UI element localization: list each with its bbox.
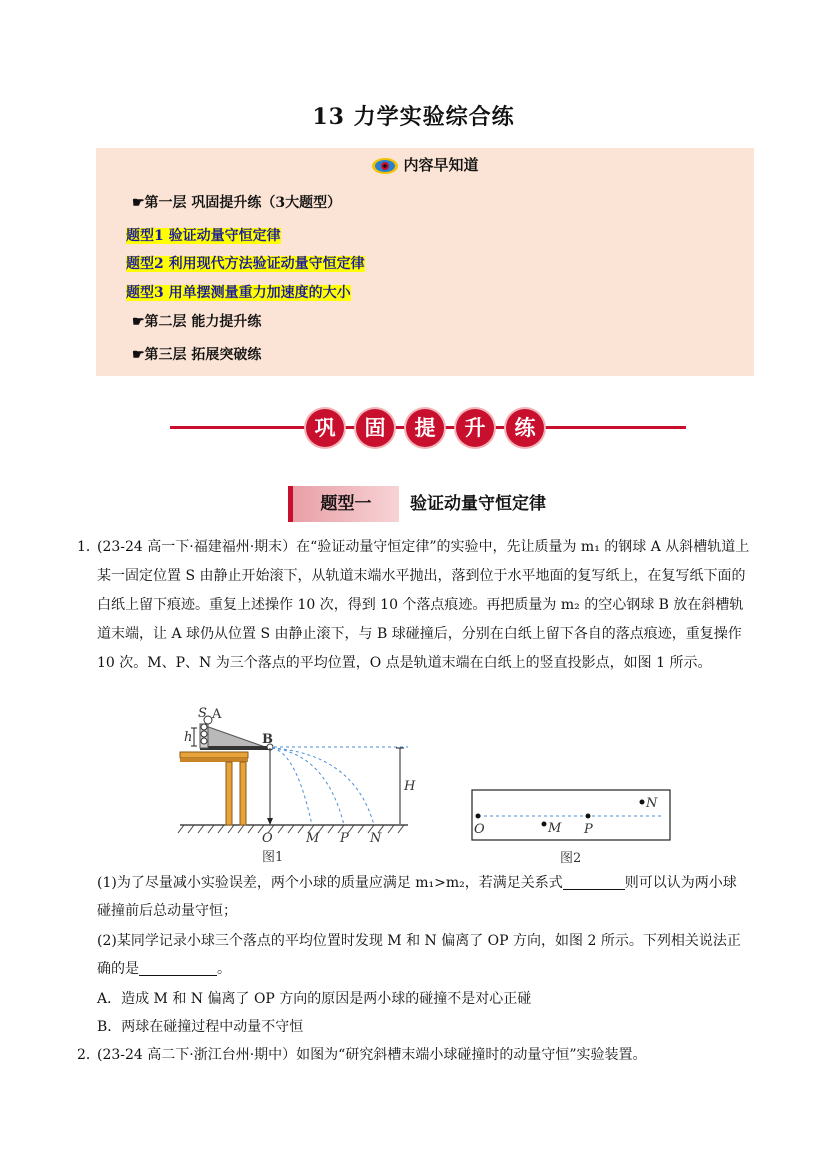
question-2 [77, 1041, 757, 1070]
banner-char-2: 固 [356, 409, 394, 447]
fig2-label-o: O [474, 822, 485, 837]
question-1-number: 1． [77, 539, 100, 555]
page-title: 13 力学实验综合练 [312, 104, 515, 130]
question-2-number: 2． [77, 1047, 100, 1063]
toc-layer1[interactable]: ☛第一层 巩固提升练（3大题型） [132, 195, 342, 211]
banner-char-4: 升 [456, 409, 494, 447]
answer-blank-2[interactable] [139, 959, 217, 976]
fig1-label-m: M [306, 831, 320, 846]
answer-blank-1[interactable] [563, 873, 625, 890]
fig1-label-s: S [198, 706, 207, 721]
toc-type-2[interactable]: 题型2 利用现代方法验证动量守恒定律 [126, 256, 365, 272]
toc-heading [96, 154, 754, 175]
question-1 [77, 533, 757, 678]
fig1-label-h-big: H [404, 779, 416, 794]
question-1-text: (23-24 高一下·福建福州·期末）在“验证动量守恒定律”的实验中，先让质量为 m₁ 的钢球 A 从斜槽轨道上某一固定位置 S 由静止开始滚下，从轨道末端水平抛出，落到位于水平地面的复写纸上，在复写纸下面的白纸上留下痕迹。重复上述操作 10 次，得到 10 个落点痕迹。再把质量为 m₂ 的空心钢球 B 放在斜槽轨道末端，让 A 球仍从位置 S 由静止滚下，与 B 球碰撞后，分别在白纸上留下各自的落点痕迹，重复操作 10 次。M、P、N 为三个落点的平均位置，O 点是轨道末端在白纸上的竖直投影点，如图 1 所示。 [97, 539, 750, 671]
section-tag: 题型一 [288, 486, 399, 522]
figure-2 [468, 788, 674, 866]
fig1-label-n: N [370, 831, 382, 846]
fig1-label-p: P [340, 831, 349, 846]
toc-type-1[interactable]: 题型1 验证动量守恒定律 [126, 228, 281, 244]
q1-option-a[interactable]: A．造成 M 和 N 偏离了 OP 方向的原因是两小球的碰撞不是对心正碰 [97, 991, 532, 1007]
toc-box [96, 148, 754, 376]
fig1-caption: 图1 [262, 850, 284, 865]
q1-sub2-line2: 确的是 。 [97, 961, 231, 977]
figure-1 [176, 702, 416, 870]
toc-heading-text: 内容早知道 [403, 156, 479, 174]
section-name: 验证动量守恒定律 [410, 494, 546, 514]
fig1-label-a: A [212, 707, 222, 722]
q1-sub1-line1: (1)为了尽量减小实验误差，两个小球的质量应满足 m₁>m₂，若满足关系式 则可以认为两小球 [97, 875, 737, 891]
fig1-label-h: h [184, 730, 193, 745]
fig2-label-m: M [548, 821, 562, 836]
fig1-label-b: B [262, 732, 273, 747]
q1-sub2-line1: (2)某同学记录小球三个落点的平均位置时发现 M 和 N 偏离了 OP 方向，如图 2 所示。下列相关说法正 [97, 933, 741, 949]
fig2-label-n: N [646, 796, 658, 811]
fig2-caption: 图2 [560, 851, 582, 866]
banner-char-1: 巩 [306, 409, 344, 447]
question-2-text: (23-24 高二下·浙江台州·期中）如图为“研究斜槽末端小球碰撞时的动量守恒”实验装置。 [97, 1047, 647, 1063]
eye-icon [371, 157, 399, 175]
banner-char-5: 练 [506, 409, 544, 447]
fig1-label-o: O [262, 831, 273, 846]
section-banner [170, 405, 686, 451]
q1-sub1-line2: 碰撞前后总动量守恒； [97, 903, 237, 919]
toc-layer2[interactable]: ☛第二层 能力提升练 [132, 314, 262, 330]
toc-layer3[interactable]: ☛第三层 拓展突破练 [132, 347, 262, 363]
fig2-label-p: P [584, 822, 593, 837]
q1-option-b[interactable]: B．两球在碰撞过程中动量不守恒 [97, 1019, 304, 1035]
toc-type-3[interactable]: 题型3 用单摆测量重力加速度的大小 [126, 285, 351, 301]
banner-char-3: 提 [406, 409, 444, 447]
